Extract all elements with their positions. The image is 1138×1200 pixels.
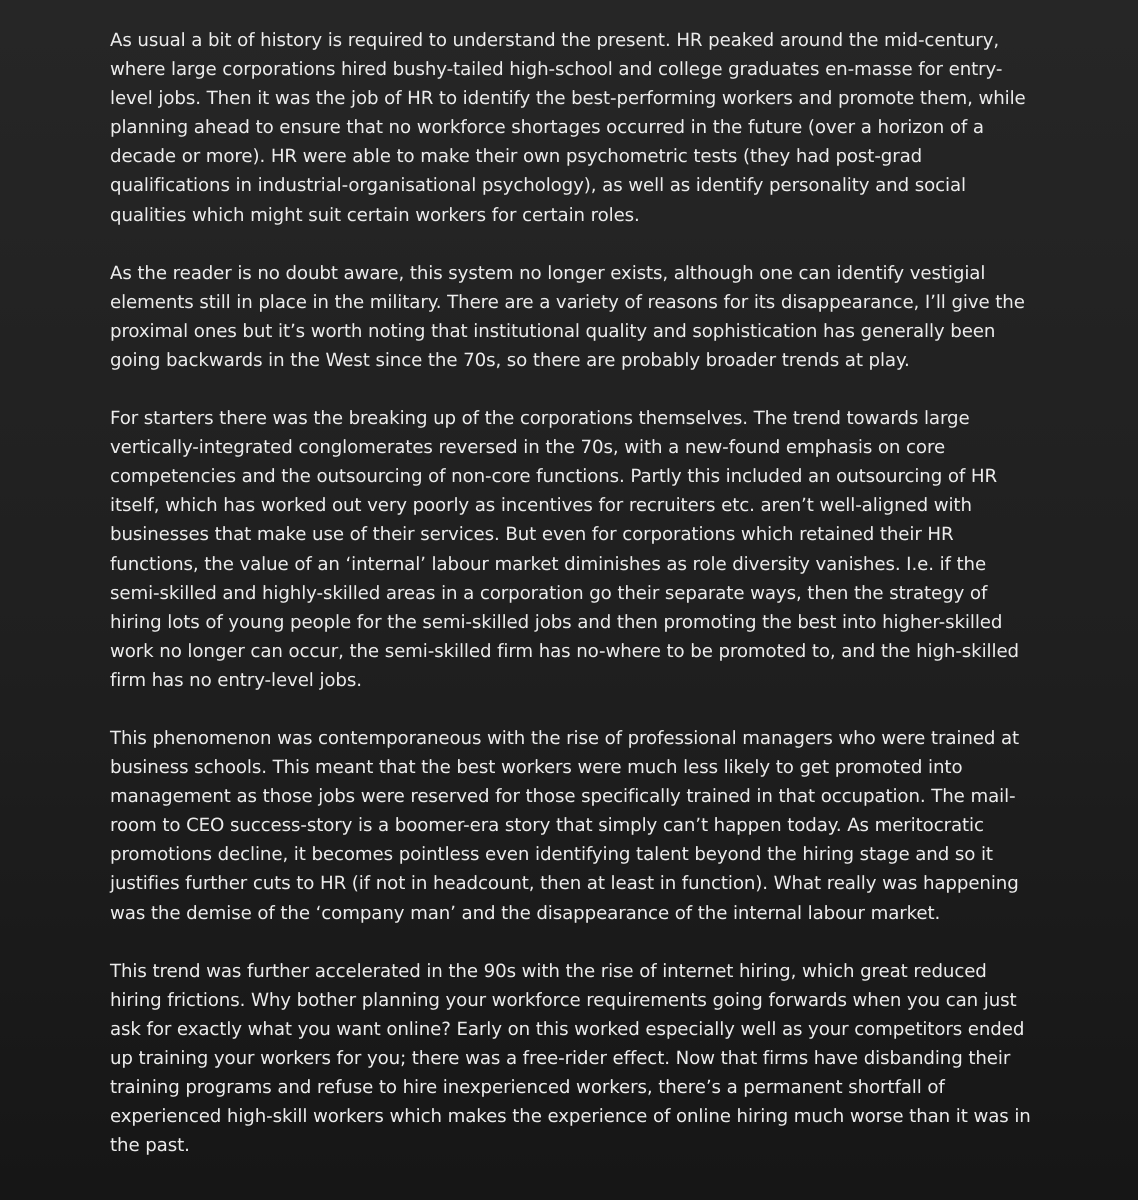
- paragraph-corporate-breakup: For starters there was the breaking up of the corporations themselves. The trend towards large vertically-integrated conglomerates reversed in the 70s, with a new-found emphasis on core competencies and the outsourcing of non-core functions. Partly this included an outsourcing of HR itself, which has worked out very poorly as incentives for recruiters etc. aren’t well-aligned with businesses that make use of their services. But even for corporations which retained their HR functions, the value of an ‘internal’ labour market diminishes as role diversity vanishes. I.e. if the semi-skilled and highly-skilled areas in a corporation go their separate ways, then the strategy of hiring lots of young people for the semi-skilled jobs and then promoting the best into higher-skilled work no longer can occur, the semi-skilled firm has no-where to be promoted to, and the high-skilled firm has no entry-level jobs.: [110, 408, 1019, 691]
- paragraph-professional-managers: This phenomenon was contemporaneous with the rise of professional managers who were trained at business schools. This meant that the best workers were much less likely to get promoted into management as those jobs were reserved for those specifically trained in that occupation. The mail-room to CEO success-story is a boomer-era story that simply can’t happen today. As meritocratic promotions decline, it becomes pointless even identifying talent beyond the hiring stage and so it justifies further cuts to HR (if not in headcount, then at least in function). What really was happening was the demise of the ‘company man’ and the disappearance of the internal labour market.: [110, 727, 1020, 924]
- article-body: [110, 26, 1035, 1189]
- paragraph-system-disappearance: As the reader is no doubt aware, this system no longer exists, although one can identify vestigial elements still in place in the military. There are a variety of reasons for its disappearance, I’ll give the proximal ones but it’s worth noting that institutional quality and sophistication has generally been going backwards in the West since the 70s, so there are probably broader trends at play.: [110, 262, 1025, 371]
- paragraph-history: As usual a bit of history is required to understand the present. HR peaked around the mid-century, where large corporations hired bushy-tailed high-school and college graduates en-masse for entry-level jobs. Then it was the job of HR to identify the best-performing workers and promote them, while planning ahead to ensure that no workforce shortages occurred in the future (over a horizon of a decade or more). HR were able to make their own psychometric tests (they had post-grad qualifications in industrial-organisational psychology), as well as identify personality and social qualities which might suit certain workers for certain roles.: [110, 30, 1026, 226]
- paragraph-internet-hiring: This trend was further accelerated in the 90s with the rise of internet hiring, which great reduced hiring frictions. Why bother planning your workforce requirements going forwards when you can just ask for exactly what you want online? Early on this worked especially well as your competitors ended up training your workers for you; there was a free-rider effect. Now that firms have disbanding their training programs and refuse to hire inexperienced workers, there’s a permanent shortfall of experienced high-skill workers which makes the experience of online hiring much worse than it was in the past.: [110, 960, 1031, 1157]
